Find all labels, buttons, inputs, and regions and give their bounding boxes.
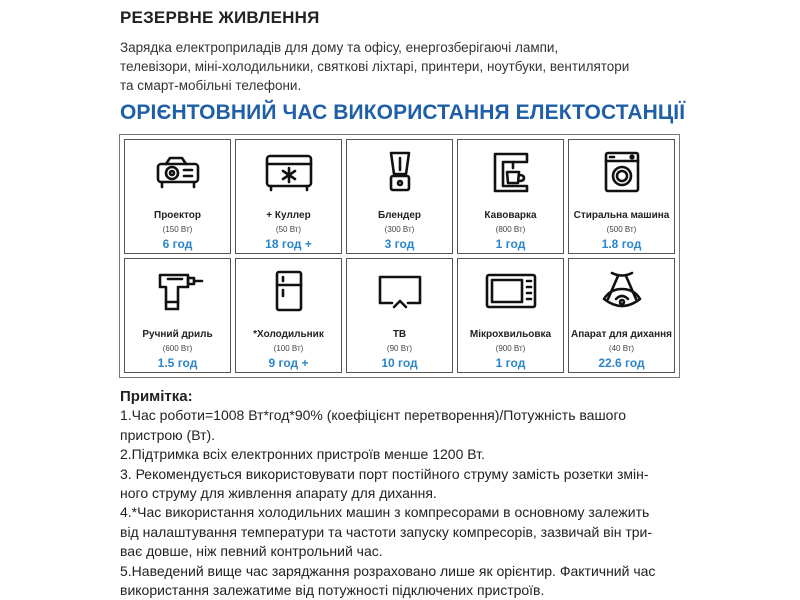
projector-icon <box>150 150 206 194</box>
intro-line: та смарт-мобільні телефони. <box>120 78 302 93</box>
note-line: 3. Рекомендується використовувати порт постійного струму замість розетки змін- <box>120 465 649 482</box>
intro-paragraph <box>120 38 680 95</box>
section-title-usage-time: ОРІЄНТОВНИЙ ЧАС ВИКОРИСТАННЯ ЕЛЕКТОСТАНЦІЇ <box>120 101 686 124</box>
note-line: 5.Наведений вище час заряджання розраховано лише як орієнтир. Фактичний час <box>120 562 656 579</box>
device-card <box>235 258 342 373</box>
device-power: (50 Вт) <box>275 225 302 234</box>
device-card <box>457 258 564 373</box>
section-title-backup-power: РЕЗЕРВНЕ ЖИВЛЕННЯ <box>120 8 320 27</box>
device-power: (100 Вт) <box>273 344 304 353</box>
device-name: Проектор <box>154 210 201 221</box>
note-line: ного струму для живлення апарату для дихання. <box>120 485 437 502</box>
note-line: пристрою (Вт). <box>120 426 216 443</box>
device-power: (40 Вт) <box>608 344 635 353</box>
device-name: Апарат для дихання <box>570 329 672 340</box>
drill-icon <box>150 269 206 313</box>
device-name: Стиральна машина <box>573 210 670 221</box>
device-power: (600 Вт) <box>162 344 193 353</box>
washing-machine-icon <box>594 150 650 194</box>
device-name: *Холодильник <box>253 329 324 340</box>
device-time: 1 год <box>495 237 526 251</box>
intro-line: телевізори, міні-холодильники, святкові ліхтарі, принтери, ноутбуки, вентилятори <box>120 59 630 74</box>
device-time: 1.8 год <box>601 237 642 251</box>
intro-line: Зарядка електроприладів для дому та офісу, енергозберігаючі лампи, <box>120 40 559 55</box>
device-power: (800 Вт) <box>495 225 526 234</box>
note-line: 1.Час роботи=1008 Вт*год*90% (коефіцієнт перетворення)/Потужність вашого <box>120 407 627 424</box>
device-card <box>124 258 231 373</box>
device-time: 10 год <box>381 356 418 370</box>
device-name: Блендер <box>377 210 422 221</box>
device-card <box>346 258 453 373</box>
cooler-icon <box>261 150 317 194</box>
notes-section <box>120 387 680 600</box>
device-name: + Куллер <box>266 210 311 221</box>
device-card <box>568 139 675 254</box>
tv-icon <box>372 269 428 313</box>
device-card <box>124 139 231 254</box>
device-time: 1 год <box>495 356 526 370</box>
device-power: (500 Вт) <box>606 225 637 234</box>
device-name: Кавоварка <box>484 210 537 221</box>
device-power: (900 Вт) <box>495 344 526 353</box>
breathing-apparatus-icon <box>594 269 650 313</box>
device-time: 3 год <box>384 237 415 251</box>
note-line: від налаштування температури та частоти запуску компресорів, зазвичай він три- <box>120 523 653 540</box>
note-line: 2.Підтримка всіх електронних пристроїв менше 1200 Вт. <box>120 446 485 463</box>
device-name: ТВ <box>392 329 407 340</box>
notes-title: Примітка: <box>120 388 193 405</box>
fridge-icon <box>261 269 317 313</box>
device-time: 9 год + <box>268 356 309 370</box>
device-card <box>346 139 453 254</box>
device-card <box>568 258 675 373</box>
device-time: 6 год <box>162 237 193 251</box>
note-line: використання залежатиме від потужності підключених пристроїв. <box>120 582 545 599</box>
device-power: (150 Вт) <box>162 225 193 234</box>
device-name: Мікрохвильовка <box>469 329 552 340</box>
device-card <box>235 139 342 254</box>
coffee-maker-icon <box>483 150 539 194</box>
blender-icon <box>372 150 428 194</box>
note-line: ває довше, ніж певний контрольний час. <box>120 543 383 560</box>
device-name: Ручний дриль <box>142 329 213 340</box>
device-time: 18 год + <box>265 237 312 251</box>
device-time: 22.6 год <box>598 356 645 370</box>
device-card <box>457 139 564 254</box>
note-line: 4.*Час використання холодильних машин з компресорами в основному залежить <box>120 504 650 521</box>
device-power: (90 Вт) <box>386 344 413 353</box>
device-time: 1.5 год <box>157 356 198 370</box>
microwave-icon <box>483 269 539 313</box>
device-power: (300 Вт) <box>384 225 415 234</box>
device-usage-grid <box>119 134 680 378</box>
